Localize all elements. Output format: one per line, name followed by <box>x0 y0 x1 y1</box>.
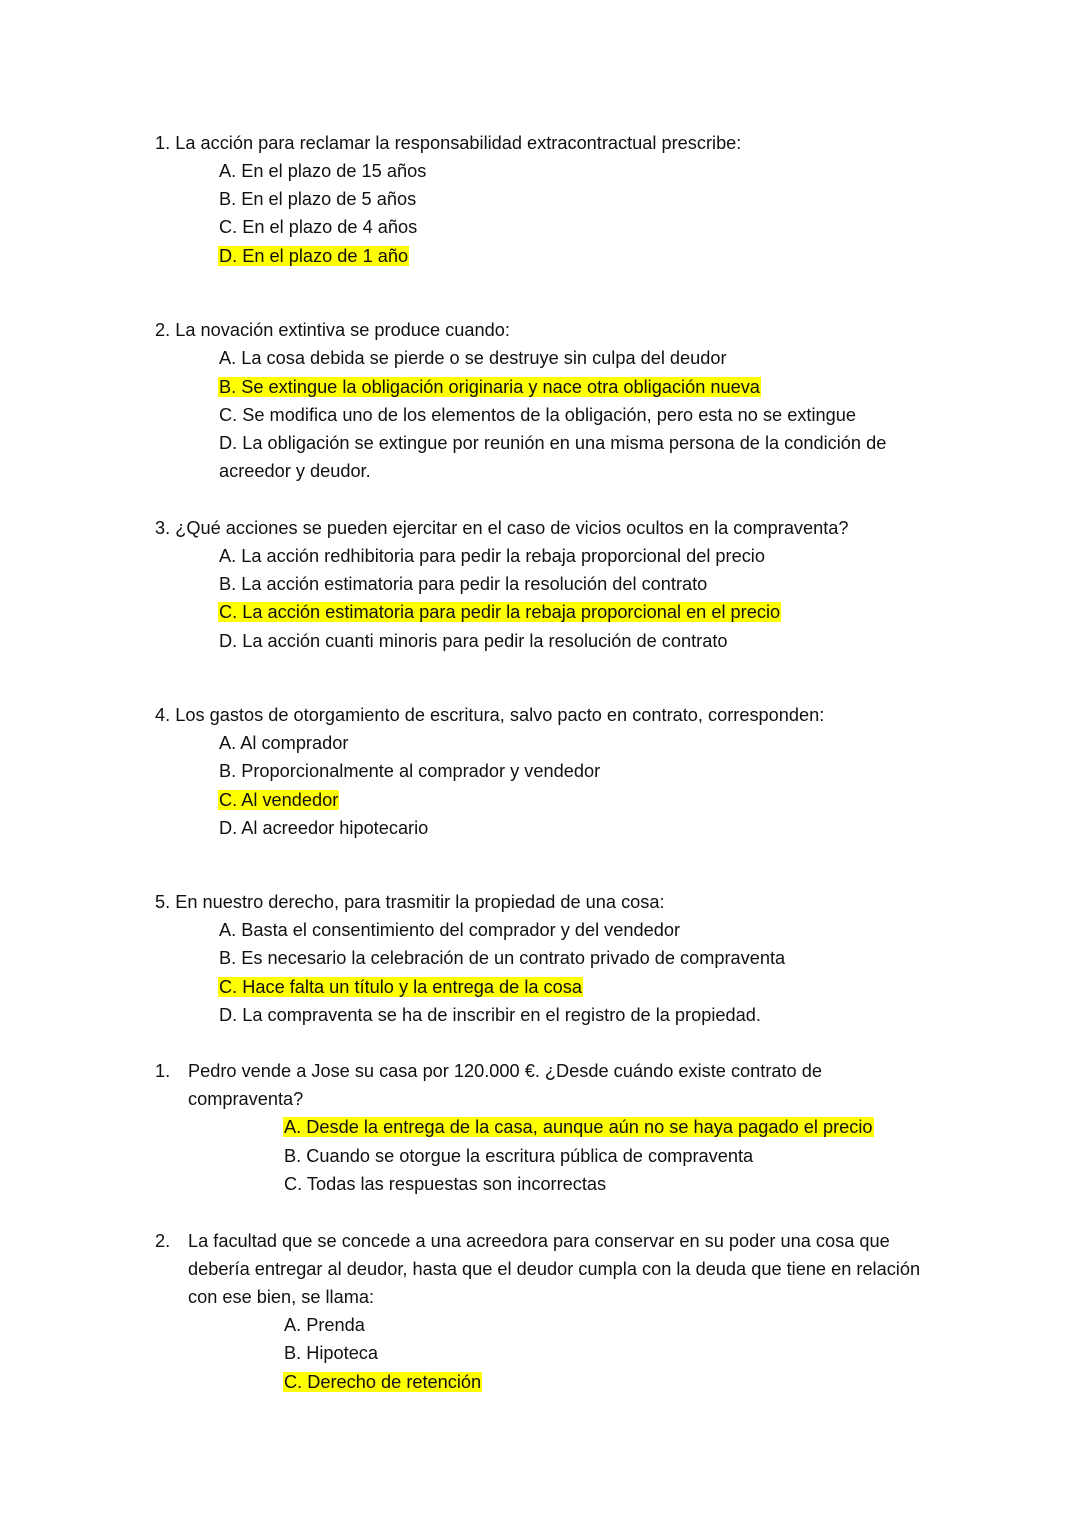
question-2-option-d: D. La obligación se extingue por reunión en una misma persona de la condición de <box>219 433 887 453</box>
part2-question-1-line-2: compraventa? <box>188 1089 304 1109</box>
question-5-option-d: D. La compraventa se ha de inscribir en el registro de la propiedad. <box>219 1005 761 1025</box>
question-1-option-b: B. En el plazo de 5 años <box>219 189 417 209</box>
question-3-option-a: A. La acción redhibitoria para pedir la rebaja proporcional del precio <box>219 546 765 566</box>
part2-question-2-number: 2. <box>155 1231 171 1251</box>
part2-question-2-line-1: La facultad que se concede a una acreedora para conservar en su poder una cosa que <box>188 1231 890 1251</box>
part2-question-2-line-3: con ese bien, se llama: <box>188 1287 375 1307</box>
question-2-option-d-continuation: acreedor y deudor. <box>219 461 371 481</box>
question-4-option-a: A. Al comprador <box>219 733 349 753</box>
question-4-text: 4. Los gastos de otorgamiento de escritura, salvo pacto en contrato, corresponden: <box>155 705 825 725</box>
part2-question-2-option-c-highlighted: C. Derecho de retención <box>284 1372 482 1392</box>
part2-question-1-line-1: Pedro vende a Jose su casa por 120.000 €. ¿Desde cuándo existe contrato de <box>188 1061 822 1081</box>
question-3-option-c-highlighted: C. La acción estimatoria para pedir la rebaja proporcional en el precio <box>219 602 781 622</box>
question-1-option-c: C. En el plazo de 4 años <box>219 217 418 237</box>
question-4-option-d: D. Al acreedor hipotecario <box>219 818 429 838</box>
question-3-text: 3. ¿Qué acciones se pueden ejercitar en el caso de vicios ocultos en la compraventa? <box>155 518 849 538</box>
question-5-option-a: A. Basta el consentimiento del comprador y del vendedor <box>219 920 681 940</box>
part2-question-1-option-a-highlighted: A. Desde la entrega de la casa, aunque aún no se haya pagado el precio <box>284 1117 873 1137</box>
question-1-text: 1. La acción para reclamar la responsabilidad extracontractual prescribe: <box>155 133 742 153</box>
question-1-option-a: A. En el plazo de 15 años <box>219 161 427 181</box>
question-3-option-b: B. La acción estimatoria para pedir la resolución del contrato <box>219 574 708 594</box>
question-5-text: 5. En nuestro derecho, para trasmitir la propiedad de una cosa: <box>155 892 665 912</box>
part2-question-2-option-a: A. Prenda <box>284 1315 365 1335</box>
question-4-option-b: B. Proporcionalmente al comprador y vendedor <box>219 761 601 781</box>
part2-question-2-line-2: debería entregar al deudor, hasta que el deudor cumpla con la deuda que tiene en relación <box>188 1259 921 1279</box>
question-2-option-c: C. Se modifica uno de los elementos de la obligación, pero esta no se extingue <box>219 405 856 425</box>
part2-question-1-option-b: B. Cuando se otorgue la escritura pública de compraventa <box>284 1146 754 1166</box>
question-5-option-c-highlighted: C. Hace falta un título y la entrega de la cosa <box>219 977 582 997</box>
question-2-option-a: A. La cosa debida se pierde o se destruye sin culpa del deudor <box>219 348 727 368</box>
question-2-option-b-highlighted: B. Se extingue la obligación originaria y nace otra obligación nueva <box>219 377 760 397</box>
question-5-option-b: B. Es necesario la celebración de un contrato privado de compraventa <box>219 948 786 968</box>
question-2-text: 2. La novación extintiva se produce cuando: <box>155 320 510 340</box>
question-3-option-d: D. La acción cuanti minoris para pedir la resolución de contrato <box>219 631 728 651</box>
question-1-option-d-highlighted: D. En el plazo de 1 año <box>219 246 409 266</box>
part2-question-2-option-b: B. Hipoteca <box>284 1343 379 1363</box>
part2-question-1-number: 1. <box>155 1061 171 1081</box>
question-4-option-c-highlighted: C. Al vendedor <box>219 790 339 810</box>
part2-question-1-option-c: C. Todas las respuestas son incorrectas <box>284 1174 607 1194</box>
